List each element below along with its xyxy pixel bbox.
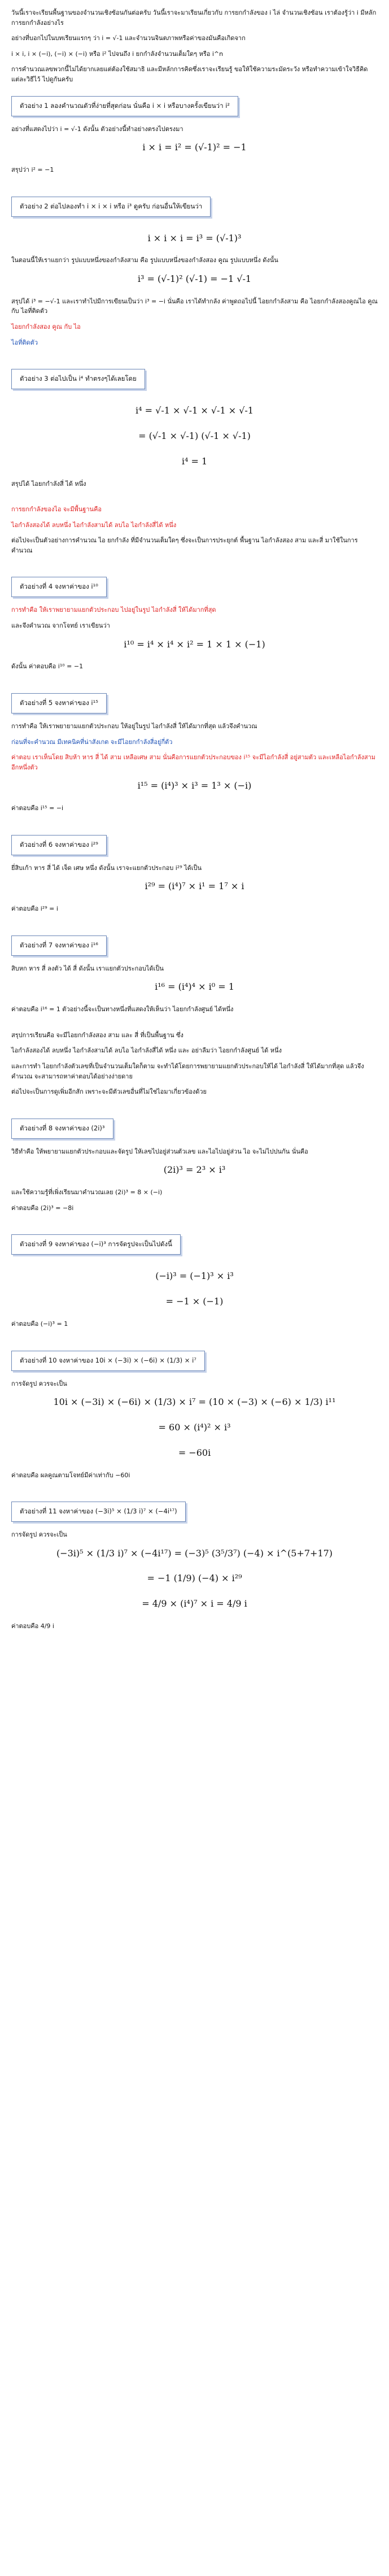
example-11-math-2: = −1 (1/9) (−4) × i²⁹ <box>147 1573 242 1584</box>
example-9-box: ตัวอย่างที่ 9 จงหาค่าของ (−i)³ การจัดรูปจะเป็นไปดังนี้ <box>11 1234 181 1255</box>
example-10-math-1: 10i × (−3i) × (−6i) × (1/3) × i⁷ = (10 × (−3) × (−6) × 1/3) i¹¹ <box>53 1396 336 1408</box>
example-7-box: ตัวอย่างที่ 7 จงหาค่าของ i¹⁶ <box>11 935 107 956</box>
example-8-result: ค่าตอบคือ (2i)³ = −8i <box>11 1204 74 1212</box>
example-3-math-1: i⁴ = √-1 × √-1 × √-1 × √-1 <box>136 405 253 416</box>
rule-text: ต่อไปจะเป็นตัวอย่างการคำนวณ ไอ ยกกำลัง ที่มีจำนวนเต็มใดๆ ซึ่งจะเป็นการประยุกต์ พื้นฐาน ไอกำลังสอง สาม และสี่ มาใช้ในการคำนวณ <box>11 537 358 554</box>
example-9-result: ค่าตอบคือ (−i)³ = 1 <box>11 1320 68 1328</box>
example-8-text-2: และใช้ความรู้ที่เพิ่งเรียนมาคำนวณเลย (2i)³ = 8 × (−i) <box>11 1189 163 1196</box>
example-9-math-2: = −1 × (−1) <box>165 1296 224 1307</box>
example-7-math: i¹⁶ = (i⁴)⁴ × i⁰ = 1 <box>155 981 234 993</box>
example-3-result: สรุปได้ ไอยกกำลังสี่ ได้ หนึ่ง <box>11 480 86 488</box>
rule-red-1: การยกกำลังของไอ จะมีพื้นฐานคือ <box>11 506 102 514</box>
example-5-blue: ก่อนที่จะคำนวณ มีเทคนิคที่น่าสังเกต จะมีไอยกกำลังสี่อยู่กี่ตัว <box>11 738 173 746</box>
rule-red-2: ไอกำลังสองได้ ลบหนึ่ง ไอกำลังสามได้ ลบไอ ไอกำลังสี่ได้ หนึ่ง <box>11 521 177 529</box>
example-2-text: ในตอนนี้ให้เราแยกว่า รูปแบบหนึ่งของกำลังสาม คือ รูปแบบหนึ่งของกำลังสอง คูณ รูปแบบหนึ่ง ดังนั้น <box>11 256 278 264</box>
example-1-text: อย่างที่แสดงไปว่า i = √-1 ดังนั้น ตัวอย่างนี้ทำอย่างตรงไปตรงมา <box>11 125 183 133</box>
example-10-math-3: = −60i <box>178 1447 211 1458</box>
example-10-result: ค่าตอบคือ ผลคูณตามโจทย์มีค่าเท่ากับ −60i <box>11 1471 130 1479</box>
example-2-math: i × i × i = i³ = (√-1)³ <box>147 232 242 243</box>
example-8-text: วิธีทำคือ ให้พยายามแยกตัวประกอบและจัดรูป ให้เลขไปอยู่ส่วนตัวเลข และไอไปอยู่ส่วน ไอ จะไม่ไปปนกัน นั่นคือ <box>11 1147 308 1155</box>
example-5-result: ค่าตอบคือ i¹⁵ = −i <box>11 804 64 812</box>
example-11-result: ค่าตอบคือ 4/9 i <box>11 1622 54 1630</box>
intro-line-4: การคำนวณเลขพวกนี้ไม่ได้ยากเลยแต่ต้องใช้สมาธิ และมีหลักการคิดซึ่งเราจะเรียนรู้ ขอให้ใช้ความระมัดระวัง หรือทำความเข้าใจวิธีคิดแต่ละวิธีไว้ ไปดูกันครับ <box>11 66 368 83</box>
example-11-math-1: (−3i)⁵ × (1/3 i)⁷ × (−4i¹⁷) = (−3)⁵ (3⁵/3⁷) (−4) × i^(5+7+17) <box>56 1547 333 1559</box>
example-8-box: ตัวอย่างที่ 8 จงหาค่าของ (2i)³ <box>11 1119 113 1139</box>
example-1-result: สรุปว่า i² = −1 <box>11 166 54 173</box>
example-2-math-2: i³ = (√-1)² (√-1) = −1 √-1 <box>137 273 252 284</box>
example-5-red: ค่าตอบ เราเห็นโดย สิบห้า หาร สี่ ได้ สาม เหลือเศษ สาม นั่นคือการแยกตัวประกอบของ i¹⁵ จะมีไอกำลังสี่ อยู่สามตัว และเหลือไอกำลังสาม อีกหนึ่งตัว <box>11 754 376 771</box>
example-5-text: การทำคือ ให้เราพยายามแยกตัวประกอบ ให้อยู่ในรูป ไอกำลังสี่ ให้ได้มากที่สุด แล้วจึงคำนวณ <box>11 723 257 730</box>
example-2-box: ตัวอย่าง 2 ต่อไปลองทำ i × i × i หรือ i³ ดูครับ ก่อนอื่นให้เขียนว่า <box>11 197 211 217</box>
example-8-math: (2i)³ = 2³ × i³ <box>163 1164 226 1176</box>
intro-line-2: อย่างที่บอกไปในบทเรียนแรกๆ ว่า i = √-1 และจำนวนจินตภาพหรือค่าของมันคือเกิดจาก <box>11 34 246 42</box>
example-1-box: ตัวอย่าง 1 ลองคำนวณตัวที่ง่ายที่สุดก่อน นั่นคือ i × i หรือบางครั้งเขียนว่า i² <box>11 96 238 116</box>
example-9-math-1: (−i)³ = (−1)³ × i³ <box>155 1270 234 1282</box>
example-6-result: ค่าตอบคือ i²⁹ = i <box>11 905 58 913</box>
example-3-math-2: = (√-1 × √-1) (√-1 × √-1) <box>138 430 251 441</box>
example-2-red: ไอยกกำลังสอง คูณ กับ ไอ <box>11 323 81 330</box>
example-4-result: ดังนั้น ค่าตอบคือ i¹⁰ = −1 <box>11 663 84 671</box>
example-10-text: การจัดรูป ควรจะเป็น <box>11 1380 67 1387</box>
intro-line-1: วันนี้เราจะเรียนพื้นฐานของจำนวนเชิงซ้อนกันต่อครับ วันนี้เราจะมาเรียนเกี่ยวกับ การยกกำลังของ i ไล่ จำนวนเชิงซ้อน เราต้องรู้ว่า i มีหลักการยกกำลังอย่างไร <box>11 9 377 27</box>
summary-text-1: สรุปการเรียนคือ จะมีไอยกกำลังสอง สาม และ สี่ ที่เป็นพื้นฐาน ซึ่ง <box>11 1031 183 1039</box>
example-7-result: ค่าตอบคือ i¹⁶ = 1 ตัวอย่างนี้จะเป็นทางหนึ่งที่แสดงให้เห็นว่า ไอยกกำลังศูนย์ ได้หนึ่ง <box>11 1006 234 1013</box>
example-7-text: สิบหก หาร สี่ ลงตัว ได้ สี่ ดังนั้น เราแยกตัวประกอบได้เป็น <box>11 964 164 972</box>
example-11-text: การจัดรูป ควรจะเป็น <box>11 1531 67 1539</box>
example-3-box: ตัวอย่าง 3 ต่อไปเป็น i⁴ ทำตรงๆได้เลยโดย <box>11 369 145 389</box>
example-10-box: ตัวอย่างที่ 10 จงหาค่าของ 10i × (−3i) × (−6i) × (1/3) × i⁷ <box>11 1351 205 1371</box>
example-3-math-3: i⁴ = 1 <box>181 455 208 467</box>
example-4-box: ตัวอย่างที่ 4 จงหาค่าของ i¹⁰ <box>11 577 107 597</box>
example-6-math: i²⁹ = (i⁴)⁷ × i¹ = 1⁷ × i <box>145 881 244 892</box>
example-11-box: ตัวอย่างที่ 11 จงหาค่าของ (−3i)⁵ × (1/3 i)⁷ × (−4i¹⁷) <box>11 1502 186 1522</box>
example-4-text: และจึงคำนวณ จากโจทย์ เราเขียนว่า <box>11 622 110 630</box>
summary-text-3: และการทำ ไอยกกำลังตัวเลขที่เป็นจำนวนเต็มใดก็ตาม จะทำได้โดยการพยายามแยกตัวประกอบให้ได้ ไอกำลังสี่ ให้ได้มากที่สุด แล้วจึงคำนวณ จะสามารถหาค่าตอบได้อย่างง่ายดาย <box>11 1062 364 1080</box>
example-4-math: i¹⁰ = i⁴ × i⁴ × i² = 1 × 1 × (−1) <box>124 638 265 650</box>
example-6-text: ยี่สิบเก้า หาร สี่ ได้ เจ็ด เศษ หนึ่ง ดังนั้น เราจะแยกตัวประกอบ i²⁹ ได้เป็น <box>11 864 202 872</box>
summary-text-4: ต่อไปจะเป็นการดูเพิ่มอีกสัก เพราะจะมีตัวเลขอื่นที่ไม่ใช่ไอมาเกี่ยวข้องด้วย <box>11 1088 207 1096</box>
example-2-blue: ไอที่ติดตัว <box>11 338 38 346</box>
example-1-math: i × i = i² = (√-1)² = −1 <box>142 142 247 153</box>
example-11-math-3: = 4/9 × (i⁴)⁷ × i = 4/9 i <box>142 1598 247 1609</box>
example-10-math-2: = 60 × (i⁴)² × i³ <box>158 1421 231 1433</box>
example-4-red: การทำคือ ให้เราพยายามแยกตัวประกอบ ไปอยู่ในรูป ไอกำลังสี่ ให้ได้มากที่สุด <box>11 606 216 614</box>
example-2-text-2: สรุปได้ i³ = −√-1 และเราทำไปมีการเขียนเป็นว่า i³ = −i นั่นคือ เราได้ทำกลัง ค่าพูดถอไปนี้ ไอยกกำลังสาม คือ ไอยกกำลังสองคูณไอ คูณกับ ไอที่ติดตัว <box>11 297 378 315</box>
intro-line-3: i × i, i × (−i), (−i) × (−i) หรือ i² ไปจนถึง i ยกกำลังจำนวนเต็มใดๆ หรือ i^n <box>11 50 224 58</box>
example-5-math: i¹⁵ = (i⁴)³ × i³ = 1³ × (−i) <box>137 780 252 791</box>
example-6-box: ตัวอย่างที่ 6 จงหาค่าของ i²⁹ <box>11 835 107 855</box>
intro-line-5: ได้พบว่าเรามีรูปแบบในการคำนวณ เมื่อเรายกกำลัง i ที่เป็นจำนวนเต็มอย่างไรแล้วเราจะได้คำตอบที่ต้องเป็นอย่างใดอย่างหนึ่ง <box>11 1638 342 1646</box>
example-5-box: ตัวอย่างที่ 5 จงหาค่าของ i¹⁵ <box>11 693 107 713</box>
summary-text-2: ไอกำลังสองได้ ลบหนึ่ง ไอกำลังสามได้ ลบไอ ไอกำลังสี่ได้ หนึ่ง และ อย่าลืมว่า ไอยกกำลังศูนย์ ได้ หนึ่ง <box>11 1047 282 1055</box>
